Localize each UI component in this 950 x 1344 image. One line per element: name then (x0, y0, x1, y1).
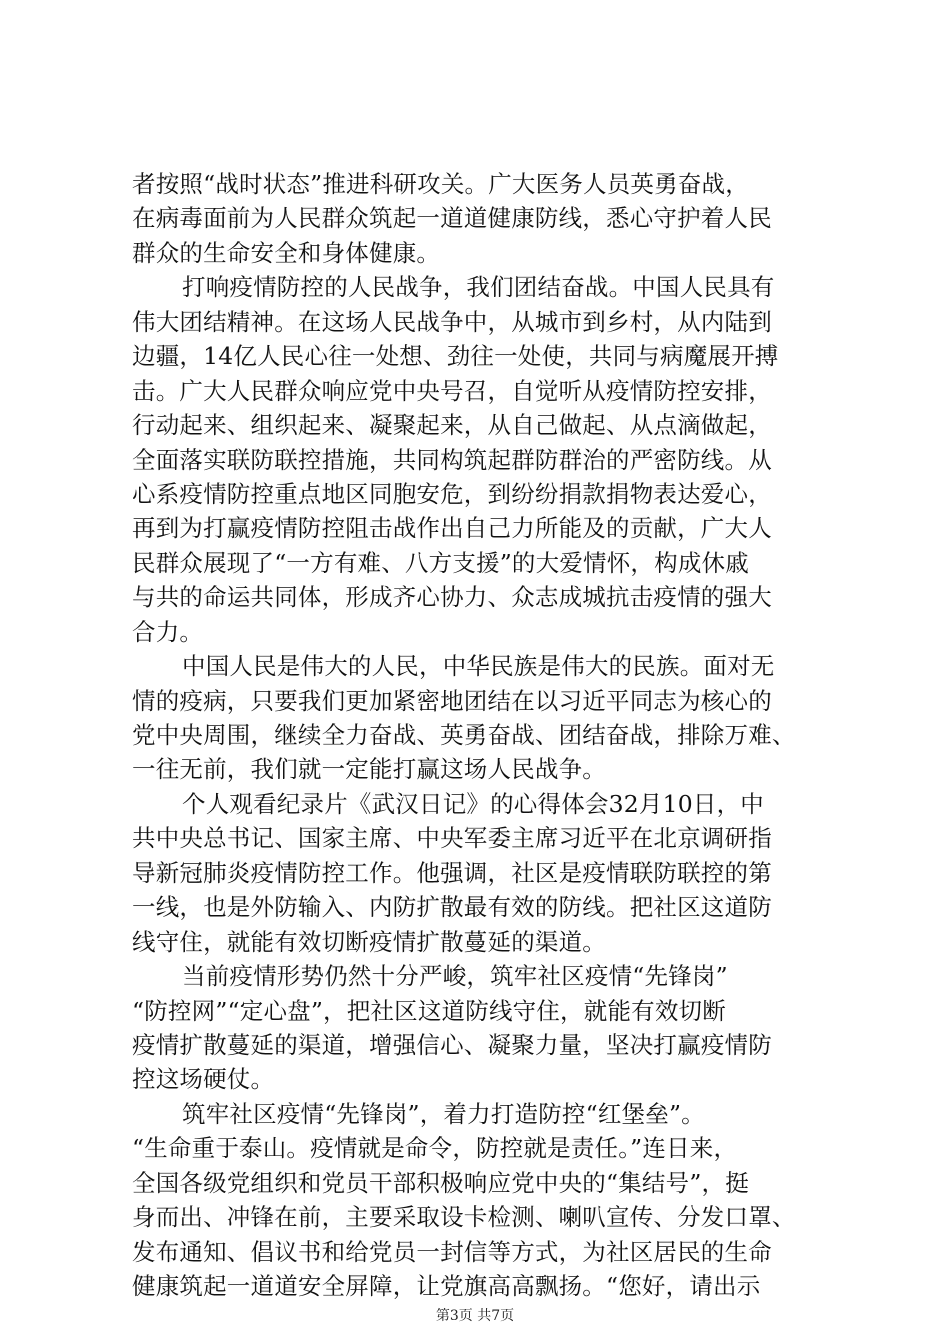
text-line: “防控网”“定心盘”，把社区这道防线守住，就能有效切断 (132, 997, 726, 1025)
text-line: 与共的命运共同体，形成齐心协力、众志成城抗击疫情的强大 (132, 583, 772, 611)
text-line: 合力。 (132, 618, 204, 646)
text-line: 疫情扩散蔓延的渠道，增强信心、凝聚力量，坚决打赢疫情防 (132, 1031, 772, 1059)
paragraph-first-line: 筑牢社区疫情“先锋岗”，着力打造防控“红堡垒”。 (182, 1100, 705, 1128)
text-line: 者按照“战时状态”推进科研攻关。广大医务人员英勇奋战， (132, 170, 749, 198)
text-line: 身而出、冲锋在前，主要采取设卡检测、喇叭宣传、分发口罩、 (132, 1203, 796, 1231)
text-line: 心系疫情防控重点地区同胞安危，到纷纷捐款捐物表达爱心， (132, 480, 772, 508)
text-line: 边疆，14亿人民心往一处想、劲往一处使，共同与病魔展开搏 (132, 342, 779, 370)
text-line: 击。广大人民群众响应党中央号召，自觉听从疫情防控安排， (132, 377, 772, 405)
text-line: 共中央总书记、国家主席、中央军委主席习近平在北京调研指 (132, 824, 772, 852)
text-line: 情的疫病，只要我们更加紧密地团结在以习近平同志为核心的 (132, 687, 772, 715)
text-line: 党中央周围，继续全力奋战、英勇奋战、团结奋战，排除万难、 (132, 721, 796, 749)
paragraph-first-line: 当前疫情形势仍然十分严峻，筑牢社区疫情“先锋岗” (182, 962, 728, 990)
text-line: 群众的生命安全和身体健康。 (132, 239, 441, 267)
text-line: 健康筑起一道道安全屏障，让党旗高高飘扬。“您好，请出示 (132, 1272, 761, 1300)
text-line: 控这场硬仗。 (132, 1065, 275, 1093)
text-line: “生命重于泰山。疫情就是命令，防控就是责任。”连日来， (132, 1134, 738, 1162)
paragraph-first-line: 打响疫情防控的人民战争，我们团结奋战。中国人民具有 (182, 273, 775, 301)
text-line: 发布通知、倡议书和给党员一封信等方式，为社区居民的生命 (132, 1238, 772, 1266)
text-line: 民群众展现了“一方有难、八方支援”的大爱情怀，构成休戚 (132, 549, 749, 577)
text-line: 再到为打赢疫情防控阻击战作出自己力所能及的贡献，广大人 (132, 514, 772, 542)
text-line: 全面落实联防联控措施，共同构筑起群防群治的严密防线。从 (132, 446, 772, 474)
text-line: 一线，也是外防输入、内防扩散最有效的防线。把社区这道防 (132, 893, 772, 921)
text-line: 线守住，就能有效切断疫情扩散蔓延的渠道。 (132, 928, 606, 956)
paragraph-first-line: 中国人民是伟大的人民，中华民族是伟大的民族。面对无 (182, 652, 775, 680)
text-line: 全国各级党组织和党员干部积极响应党中央的“集结号”，挺 (132, 1169, 749, 1197)
text-line: 导新冠肺炎疫情防控工作。他强调，社区是疫情联防联控的第 (132, 859, 772, 887)
text-line: 在病毒面前为人民群众筑起一道道健康防线，悉心守护着人民 (132, 204, 772, 232)
page-number-footer: 第3页 共7页 (435, 1308, 515, 1324)
text-line: 伟大团结精神。在这场人民战争中，从城市到乡村，从内陆到 (132, 308, 772, 336)
text-line: 一往无前，我们就一定能打赢这场人民战争。 (132, 755, 606, 783)
paragraph-first-line: 个人观看纪录片《武汉日记》的心得体会32月10日，中 (182, 790, 765, 818)
text-line: 行动起来、组织起来、凝聚起来，从自己做起、从点滴做起， (132, 411, 772, 439)
